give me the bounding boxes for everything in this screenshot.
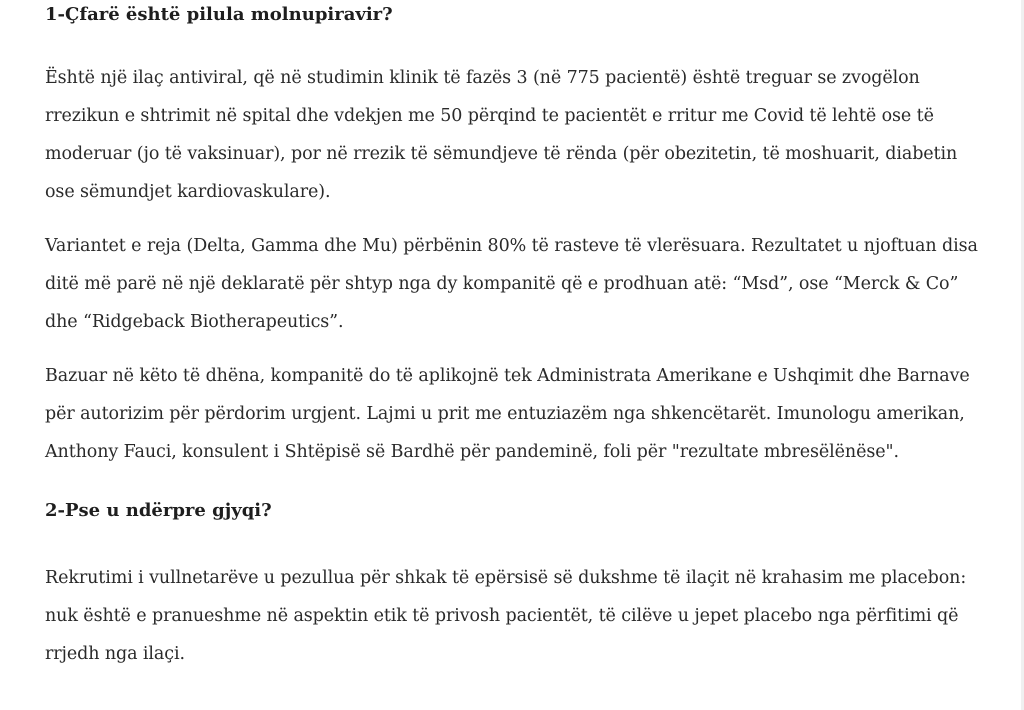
- paragraph-authorization: Bazuar në këto të dhëna, kompanitë do të aplikojnë tek Administrata Amerikane e Ushqimit dhe Barnave për autorizim për përdorim urgjent. Lajmi u prit me entuziazëm nga shkencëtarët. Imunologu amerikan, Anthony Fauci, konsulent i Shtëpisë së Bardhë për pandeminë, foli për "rezultate mbresëlënëse".: [45, 366, 970, 462]
- paragraph-recruitment-suspended: Rekrutimi i vullnetarëve u pezullua për shkak të epërsisë së dukshme të ilaçit në krahasim me placebon: nuk është e pranueshme në aspektin etik të privosh pacientët, të cilëve u jepet placebo nga përfitimi që rrjedh nga ilaçi.: [45, 568, 967, 664]
- paragraph-variants: Variantet e reja (Delta, Gamma dhe Mu) përbënin 80% të rasteve të vlerësuara. Rezultatet u njoftuan disa ditë më parë në një deklaratë për shtyp nga dy kompanitë që e prodhuan atë: “Msd”, ose “Merck & Co” dhe “Ridgeback Biotherapeutics”.: [45, 236, 978, 332]
- section-heading-trial-stopped: 2-Pse u ndërpre gjyqi?: [45, 500, 272, 521]
- article-body: [45, 0, 980, 673]
- paragraph-antiviral-description: Është një ilaç antiviral, që në studimin klinik të fazës 3 (në 775 pacientë) është treguar se zvogëlon rrezikun e shtrimit në spital dhe vdekjen me 50 përqind te pacientët e rritur me Covid të lehtë ose të moderuar (jo të vaksinuar), por në rrezik të sëmundjeve të rënda (për obezitetin, të moshuarit, diabetin ose sëmundjet kardiovaskulare).: [45, 68, 958, 202]
- section-heading-molnupiravir: 1-Çfarë është pilula molnupiravir?: [45, 4, 393, 25]
